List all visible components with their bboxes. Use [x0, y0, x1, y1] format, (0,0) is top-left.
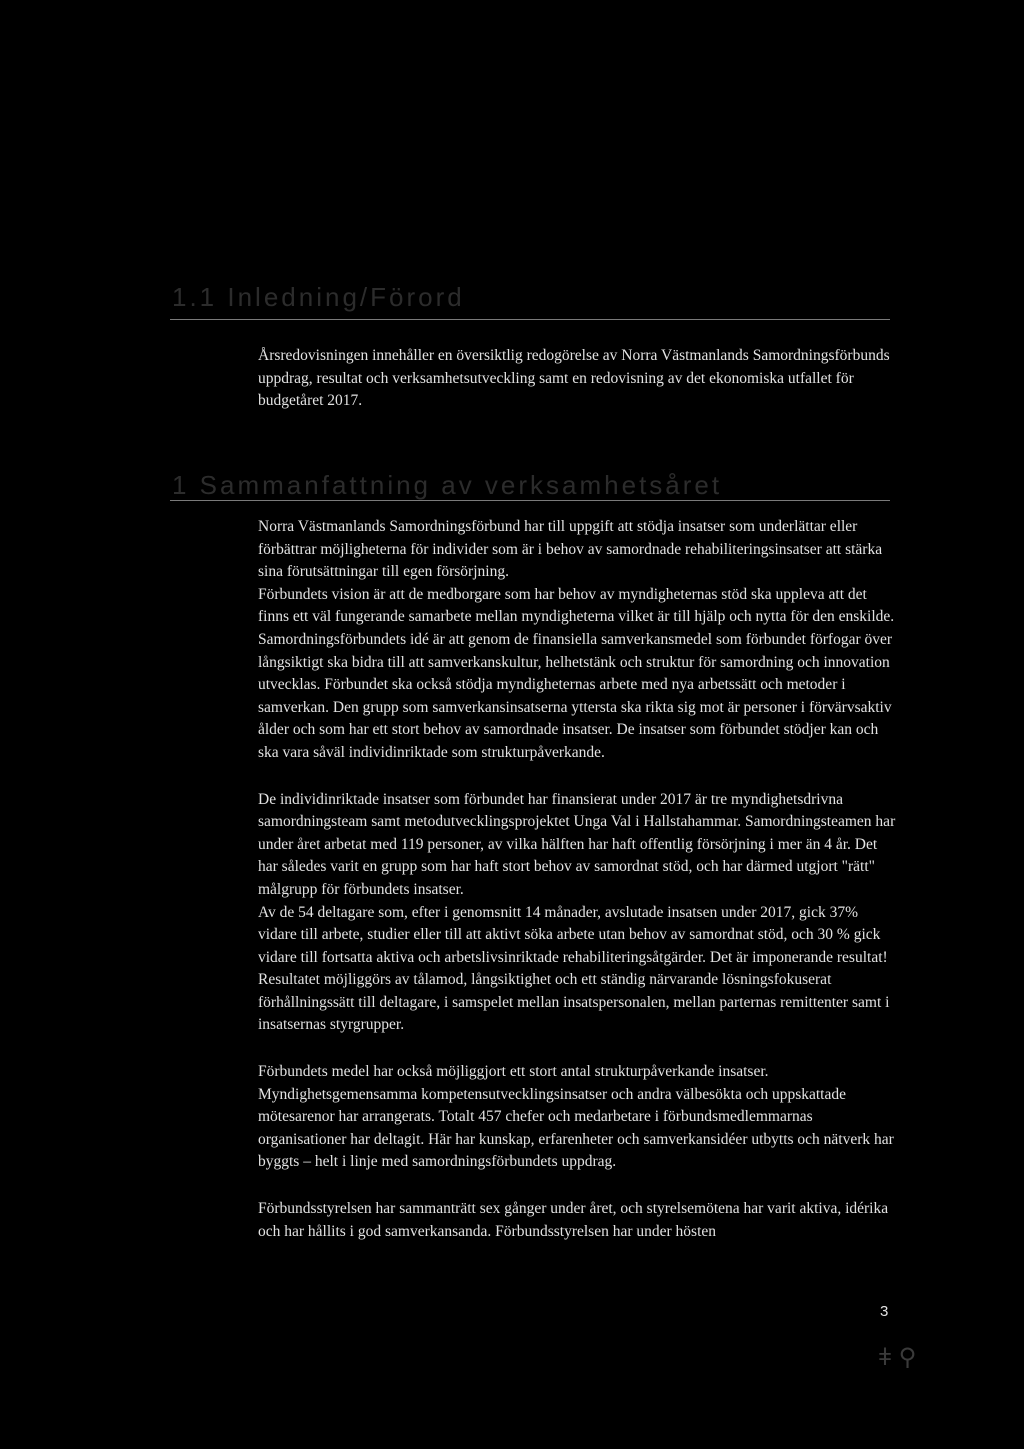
scan-artifact-mark: ǂ ⚲ — [878, 1344, 917, 1371]
heading-rule — [170, 500, 890, 501]
heading-rule — [170, 319, 890, 320]
section-heading-inledning: 1.1 Inledning/Förord — [172, 282, 465, 312]
paragraph: Förbundets medel har också möjliggjort ett stort antal strukturpåverkande insatser. Myndighetsgemensamma kompetensutvecklingsinsatser och andra välbesökta och uppskattade mötesarenor har arrangerats. Totalt 457 chefer och medarbetare i förbundsmedlemmarnas organisationer har deltagit. Här har kunskap, erfarenheter och samverkansidéer utbytts och nätverk har byggts – helt i linje med samordningsförbundets uppdrag. — [258, 1063, 894, 1171]
paragraph: De individinriktade insatser som förbundet har finansierat under 2017 är tre myndighetsdrivna samordningsteam samt metodutvecklingsprojektet Unga Val i Hallstahammar. Samordningsteamen har under året arbetat med 119 personer, av vilka hälften har haft offentlig försörjning i mer än 4 år. Det har således varit en grupp som har haft stort behov av samordnat stöd, och har därmed utgjort "rätt" målgrupp för förbundets insatser. — [258, 790, 896, 898]
paragraph: Förbundsstyrelsen har sammanträtt sex gånger under året, och styrelsemötena har varit aktiva, idérika och har hållits i god samverkansanda. Förbundsstyrelsen har under hösten — [258, 1200, 889, 1240]
paragraph: Årsredovisningen innehåller en översiktlig redogörelse av Norra Västmanlands Samordningsförbunds uppdrag, resultat och verksamhetsutveckling samt en redovisning av det ekonomiska utfallet för budgetåret 2017. — [258, 347, 890, 410]
paragraph: Förbundets vision är att de medborgare som har behov av myndigheternas stöd ska uppleva att det finns ett väl fungerande samarbete mellan myndigheterna vilket är till hjälp och nytta för den enskilde. Samordningsförbundets idé är att genom de finansiella samverkansmedel som förbundet förfogar över långsiktigt ska bidra till att samverkanskultur, helhetstänk och struktur för samordning och innovation utvecklas. Förbundet ska också stödja myndigheternas arbete med nya arbetssätt och metoder i samverkan. Den grupp som samverkansinsatserna yttersta ska rikta sig mot är personer i förvärvsaktiv ålder och som har ett stort behov av samordnade insatser. De insatser som förbundet stödjer kan och ska vara såväl individinriktade som strukturpåverkande. — [258, 585, 895, 761]
summary-section — [258, 516, 898, 1243]
section-heading-sammanfattning: 1 Sammanfattning av verksamhetsåret — [172, 470, 723, 500]
intro-section — [258, 345, 898, 413]
paragraph: Norra Västmanlands Samordningsförbund har till uppgift att stödja insatser som underlättar eller förbättrar möjligheterna för individer som är i behov av samordnade rehabiliteringsinsatser att stärka sina förutsättningar till egen försörjning. — [258, 518, 883, 581]
page-number: 3 — [880, 1303, 889, 1320]
paragraph: Av de 54 deltagare som, efter i genomsnitt 14 månader, avslutade insatsen under 2017, gick 37% vidare till arbete, studier eller till att aktivt söka arbete utan behov av samordnat stöd, och 30 % gick vidare till fortsatta aktiva och arbetslivsinriktade rehabiliteringsåtgärder. Det är imponerande resultat! Resultatet möjliggörs av tålamod, långsiktighet och ett ständig närvarande lösningsfokuserat förhållningssätt till deltagare, i samspelet mellan insatspersonalen, mellan parternas remittenter samt i insatsernas styrgrupper. — [258, 903, 890, 1034]
